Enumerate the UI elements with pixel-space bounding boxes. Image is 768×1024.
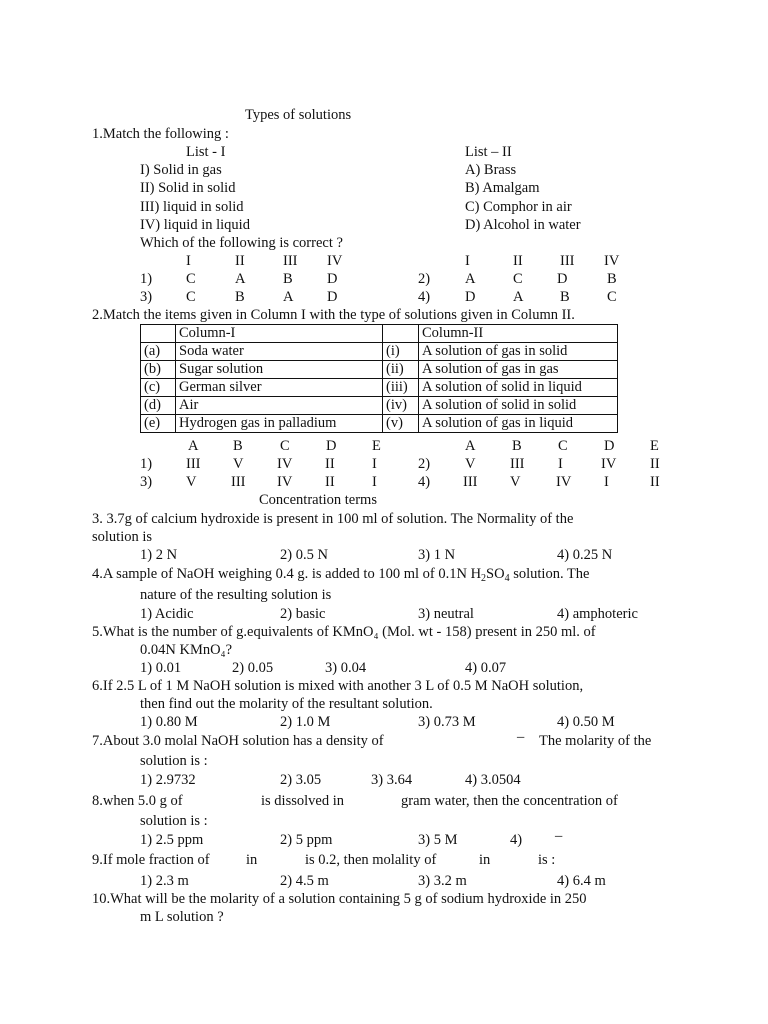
q4-text-part: SO bbox=[486, 566, 505, 582]
q8-option: 3) 5 M bbox=[418, 832, 458, 848]
q2-option-value: I bbox=[558, 456, 563, 472]
q5-option: 4) 0.07 bbox=[465, 660, 507, 676]
table-cell: (b) bbox=[141, 361, 176, 379]
q7-text: solution is : bbox=[140, 753, 208, 769]
q5-text: 5.What is the number of g.equivalents of KMnO₄ (Mol. wt - 158) present in 250 ml. of bbox=[92, 624, 596, 640]
q1-col-head: II bbox=[513, 253, 523, 269]
q1-option-value: D bbox=[465, 289, 476, 305]
q9-text-part: in bbox=[246, 852, 258, 868]
q1-option-value: B bbox=[235, 289, 245, 305]
q1-option-value: A bbox=[283, 289, 294, 305]
q1-list1-item: III) liquid in solid bbox=[140, 199, 244, 215]
table-cell: A solution of gas in liquid bbox=[419, 415, 618, 433]
q2-option-value: IV bbox=[556, 474, 572, 490]
q7-text-part: 7.About 3.0 molal NaOH solution has a density of bbox=[92, 733, 384, 749]
q5-option: 1) 0.01 bbox=[140, 660, 182, 676]
q2-col-head: B bbox=[512, 438, 522, 454]
q1-list2-heading: List – II bbox=[465, 144, 512, 160]
q7-option: 1) 2.9732 bbox=[140, 772, 196, 788]
q2-option-value: I bbox=[604, 474, 609, 490]
q10-text: 10.What will be the molarity of a solution containing 5 g of sodium hydroxide in 250 bbox=[92, 891, 587, 907]
q4-text-part: solution. The bbox=[509, 566, 590, 582]
table-row bbox=[141, 379, 618, 397]
q2-option-value: III bbox=[510, 456, 525, 472]
q1-list2-item: D) Alcohol in water bbox=[465, 217, 581, 233]
q4-text: nature of the resulting solution is bbox=[140, 587, 332, 603]
q1-list1-item: II) Solid in solid bbox=[140, 180, 236, 196]
q4-option: 2) basic bbox=[280, 606, 326, 622]
table-cell: German silver bbox=[176, 379, 383, 397]
q2-option-number: 3) bbox=[140, 474, 153, 490]
q3-text: solution is bbox=[92, 529, 153, 545]
q1-option-value: D bbox=[327, 289, 338, 305]
q9-text-part: is 0.2, then molality of bbox=[305, 852, 437, 868]
q1-option-value: C bbox=[186, 289, 196, 305]
q2-option-number: 1) bbox=[140, 456, 153, 472]
table-cell: (ii) bbox=[383, 361, 419, 379]
table-row bbox=[141, 361, 618, 379]
subscript: 2 bbox=[481, 573, 487, 584]
q2-option-value: IV bbox=[277, 456, 293, 472]
q2-option-value: III bbox=[186, 456, 201, 472]
q2-col-head: E bbox=[650, 438, 659, 454]
q1-list1-heading: List - I bbox=[186, 144, 226, 160]
q2-option-number: 4) bbox=[418, 474, 431, 490]
q2-col-head: D bbox=[604, 438, 615, 454]
q2-option-value: I bbox=[372, 456, 377, 472]
q2-option-value: III bbox=[463, 474, 478, 490]
q1-question: Which of the following is correct ? bbox=[140, 235, 343, 251]
section-heading: Concentration terms bbox=[259, 492, 377, 508]
q2-col-head: D bbox=[326, 438, 337, 454]
table-cell: (iv) bbox=[383, 397, 419, 415]
q2-option-value: II bbox=[650, 474, 660, 490]
q4-text-part: 4.A sample of NaOH weighing 0.4 g. is added to 100 ml of 0.1N H bbox=[92, 566, 482, 582]
q2-option-number: 2) bbox=[418, 456, 431, 472]
q1-col-head: IV bbox=[604, 253, 620, 269]
q1-col-head: III bbox=[560, 253, 575, 269]
q9-option: 4) 6.4 m bbox=[557, 873, 606, 889]
table-cell: Sugar solution bbox=[176, 361, 383, 379]
q8-text-part: is dissolved in bbox=[261, 793, 344, 809]
q2-option-value: III bbox=[231, 474, 246, 490]
q1-option-value: A bbox=[465, 271, 476, 287]
q2-option-value: II bbox=[325, 474, 335, 490]
q10-text: m L solution ? bbox=[140, 909, 224, 925]
q1-option-number: 3) bbox=[140, 289, 153, 305]
table-header-row bbox=[141, 325, 618, 343]
q1-list1-item: IV) liquid in liquid bbox=[140, 217, 250, 233]
q4-option: 3) neutral bbox=[418, 606, 474, 622]
q3-option: 3) 1 N bbox=[418, 547, 456, 563]
q2-col-head: A bbox=[465, 438, 476, 454]
q2-match-table bbox=[140, 324, 618, 433]
q2-option-value: V bbox=[510, 474, 521, 490]
table-cell: (i) bbox=[383, 343, 419, 361]
q2-col-head: A bbox=[188, 438, 199, 454]
q8-text-part: gram water, then the concentration of bbox=[401, 793, 618, 809]
q1-option-value: D bbox=[557, 271, 568, 287]
q7-option: 4) 3.0504 bbox=[465, 772, 521, 788]
q2-col-head: C bbox=[558, 438, 568, 454]
q1-option-value: A bbox=[235, 271, 246, 287]
q2-col-head: E bbox=[372, 438, 381, 454]
q2-option-value: IV bbox=[277, 474, 293, 490]
q2-option-value: II bbox=[325, 456, 335, 472]
q1-option-value: B bbox=[607, 271, 617, 287]
q4-text bbox=[92, 565, 589, 583]
q1-col-head: I bbox=[465, 253, 470, 269]
q5-text: 0.04N KMnO₄? bbox=[140, 642, 233, 658]
q9-option: 2) 4.5 m bbox=[280, 873, 329, 889]
q1-option-value: D bbox=[327, 271, 338, 287]
table-cell: Soda water bbox=[176, 343, 383, 361]
q1-option-value: A bbox=[513, 289, 524, 305]
table-cell: (iii) bbox=[383, 379, 419, 397]
q1-option-number: 4) bbox=[418, 289, 431, 305]
q8-dash: – bbox=[555, 828, 563, 844]
table-cell: A solution of solid in solid bbox=[419, 397, 618, 415]
q1-col-head: IV bbox=[327, 253, 343, 269]
q2-option-value: V bbox=[465, 456, 476, 472]
q1-option-value: B bbox=[560, 289, 570, 305]
q8-text: solution is : bbox=[140, 813, 208, 829]
q3-option: 2) 0.5 N bbox=[280, 547, 328, 563]
q1-option-value: C bbox=[186, 271, 196, 287]
q8-option: 4) bbox=[510, 832, 523, 848]
q1-list2-item: C) Comphor in air bbox=[465, 199, 572, 215]
table-cell: (v) bbox=[383, 415, 419, 433]
q8-option: 1) 2.5 ppm bbox=[140, 832, 204, 848]
subscript: 4 bbox=[504, 573, 510, 584]
q2-option-value: V bbox=[233, 456, 244, 472]
table-header-cell: Column-I bbox=[176, 325, 383, 343]
q6-option: 1) 0.80 M bbox=[140, 714, 198, 730]
q3-text: 3. 3.7g of calcium hydroxide is present in 100 ml of solution. The Normality of the bbox=[92, 511, 574, 527]
q3-option: 4) 0.25 N bbox=[557, 547, 613, 563]
q1-option-number: 2) bbox=[418, 271, 431, 287]
q4-option: 4) amphoteric bbox=[557, 606, 638, 622]
q2-option-value: I bbox=[372, 474, 377, 490]
q7-option: 2) 3.05 bbox=[280, 772, 322, 788]
q7-dash: – bbox=[517, 729, 525, 745]
q7-option: 3) 3.64 bbox=[371, 772, 413, 788]
q2-col-head: C bbox=[280, 438, 290, 454]
table-row bbox=[141, 397, 618, 415]
q8-option: 2) 5 ppm bbox=[280, 832, 333, 848]
q2-option-value: IV bbox=[601, 456, 617, 472]
table-row bbox=[141, 415, 618, 433]
table-cell: A solution of gas in gas bbox=[419, 361, 618, 379]
table-cell: A solution of gas in solid bbox=[419, 343, 618, 361]
q1-stem: 1.Match the following : bbox=[92, 126, 229, 142]
q1-option-value: C bbox=[513, 271, 523, 287]
q1-option-value: B bbox=[283, 271, 293, 287]
q3-option: 1) 2 N bbox=[140, 547, 178, 563]
q9-text-part: is : bbox=[538, 852, 556, 868]
q7-text-part: The molarity of the bbox=[539, 733, 652, 749]
q6-text: then find out the molarity of the resultant solution. bbox=[140, 696, 433, 712]
q9-option: 3) 3.2 m bbox=[418, 873, 467, 889]
q1-list2-item: B) Amalgam bbox=[465, 180, 540, 196]
table-cell: (a) bbox=[141, 343, 176, 361]
table-cell: A solution of solid in liquid bbox=[419, 379, 618, 397]
q2-stem: 2.Match the items given in Column I with the type of solutions given in Column II. bbox=[92, 307, 575, 323]
table-cell: Air bbox=[176, 397, 383, 415]
q9-text-part: 9.If mole fraction of bbox=[92, 852, 210, 868]
q6-option: 4) 0.50 M bbox=[557, 714, 615, 730]
q1-col-head: III bbox=[283, 253, 298, 269]
q1-option-value: C bbox=[607, 289, 617, 305]
table-cell: Hydrogen gas in palladium bbox=[176, 415, 383, 433]
table-cell bbox=[383, 325, 419, 343]
q1-list1-item: I) Solid in gas bbox=[140, 162, 222, 178]
q1-col-head: II bbox=[235, 253, 245, 269]
q5-option: 3) 0.04 bbox=[325, 660, 367, 676]
q2-option-value: II bbox=[650, 456, 660, 472]
q8-text-part: 8.when 5.0 g of bbox=[92, 793, 183, 809]
q5-option: 2) 0.05 bbox=[232, 660, 274, 676]
table-cell: (d) bbox=[141, 397, 176, 415]
q1-option-number: 1) bbox=[140, 271, 153, 287]
q2-option-value: V bbox=[186, 474, 197, 490]
table-cell: (c) bbox=[141, 379, 176, 397]
table-cell: (e) bbox=[141, 415, 176, 433]
q1-col-head: I bbox=[186, 253, 191, 269]
table-row bbox=[141, 343, 618, 361]
q9-option: 1) 2.3 m bbox=[140, 873, 189, 889]
q4-option: 1) Acidic bbox=[140, 606, 194, 622]
q9-text-part: in bbox=[479, 852, 491, 868]
q6-option: 2) 1.0 M bbox=[280, 714, 331, 730]
q6-option: 3) 0.73 M bbox=[418, 714, 476, 730]
q6-text: 6.If 2.5 L of 1 M NaOH solution is mixed with another 3 L of 0.5 M NaOH solution, bbox=[92, 678, 584, 694]
page-title: Types of solutions bbox=[245, 107, 352, 123]
q1-list2-item: A) Brass bbox=[465, 162, 517, 178]
q2-col-head: B bbox=[233, 438, 243, 454]
table-header-cell: Column-II bbox=[419, 325, 618, 343]
table-cell bbox=[141, 325, 176, 343]
